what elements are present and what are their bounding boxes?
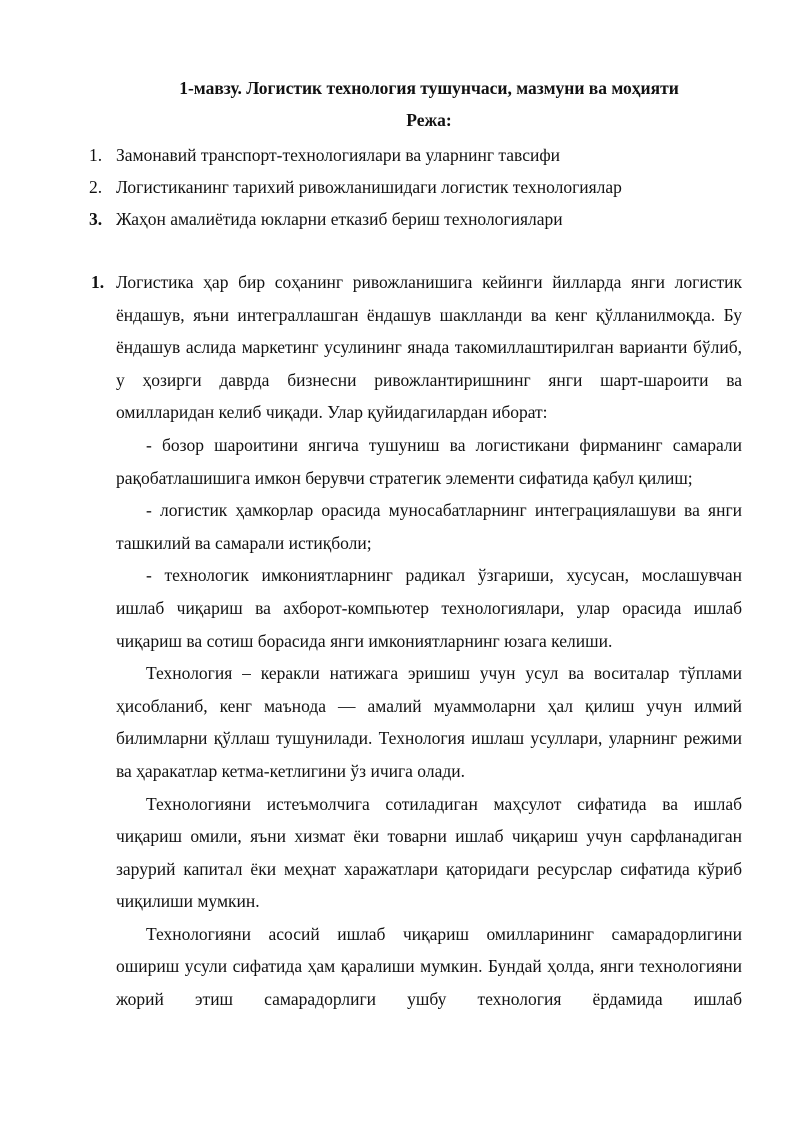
plan-item-text: Замонавий транспорт-технологиялари ва уларнинг тавсифи — [116, 145, 561, 165]
plan-item-number: 1. — [89, 145, 103, 165]
bullet-paragraph: - логистик ҳамкорлар орасида муносабатларнинг интеграциялашуви ва янги ташкилий ва самарали истиқболи; — [116, 500, 742, 553]
plan-item-number: 2. — [89, 177, 103, 197]
plan-item-number: 3. — [89, 209, 103, 229]
body-paragraph: Технологияни асосий ишлаб чиқариш омилларининг самарадорлигини ошириш усули сифатида ҳам қаралиши мумкин. Бундай ҳолда, янги технологияни жорий этиш самарадорлиги ушбу технология ёрдамида ишлаб — [116, 923, 742, 1010]
body-paragraph: Технологияни истеъмолчига сотиладиган маҳсулот сифатида ва ишлаб чиқариш омили, яъни хизмат ёки товарни ишлаб чиқариш учун сарфланадиган зарурий капитал ёки меҳнат харажатлари қаторидаги ресурслар сифатида кўриб чиқилиши мумкин. — [116, 793, 742, 912]
plan-item — [0, 141, 800, 173]
page-title: 1-мавзу. Логистик технология тушунчаси, мазмуни ва моҳияти — [179, 78, 679, 98]
document-body — [91, 266, 742, 1016]
bullet-paragraph: - технологик имкониятларнинг радикал ўзгариши, хусусан, мослашувчан ишлаб чиқариш ва ахборот-компьютер технологиялари, улар орасида ишлаб чиқариш ва сотиш борасида янги имкониятларнинг юзага келиши. — [116, 565, 742, 651]
plan-item — [0, 205, 800, 237]
plan-item-text: Жаҳон амалиётида юкларни етказиб бериш технологиялари — [116, 209, 563, 229]
body-paragraph: Логистика ҳар бир соҳанинг ривожланишига кейинги йилларда янги логистик ёндашув, яъни интеграллашган ёндашув шаклланди ва кенг қўлланилмоқда. Бу ёндашув аслида маркетинг усулининг янада такомиллаштирилган варианти бўлиб, у ҳозирги даврда бизнесни ривожлантиришнинг янги шарт-шароити ва омилларидан келиб чиқади. Улар қуйидагилардан иборат: — [116, 272, 742, 423]
plan-item-text: Логистиканинг тарихий ривожланишидаги логистик технологиялар — [116, 177, 622, 197]
body-paragraph: Технология – керакли натижага эришиш учун усул ва воситалар тўплами ҳисобланиб, кенг маънода — амалий муаммоларни ҳал қилиш учун илмий билимларни қўллаш тушунилади. Технология ишлаш усуллари, уларнинг режими ва ҳаракатлар кетма-кетлигини ўз ичига олади. — [116, 663, 742, 781]
section-number: 1. — [91, 272, 105, 292]
plan-item — [0, 173, 800, 205]
plan-list — [0, 141, 800, 237]
bullet-paragraph: - бозор шароитини янгича тушуниш ва логистикани фирманинг самарали рақобатлашишига имкон берувчи стратегик элементи сифатида қабул қилиш; — [116, 434, 742, 488]
plan-heading: Режа: — [406, 110, 452, 130]
